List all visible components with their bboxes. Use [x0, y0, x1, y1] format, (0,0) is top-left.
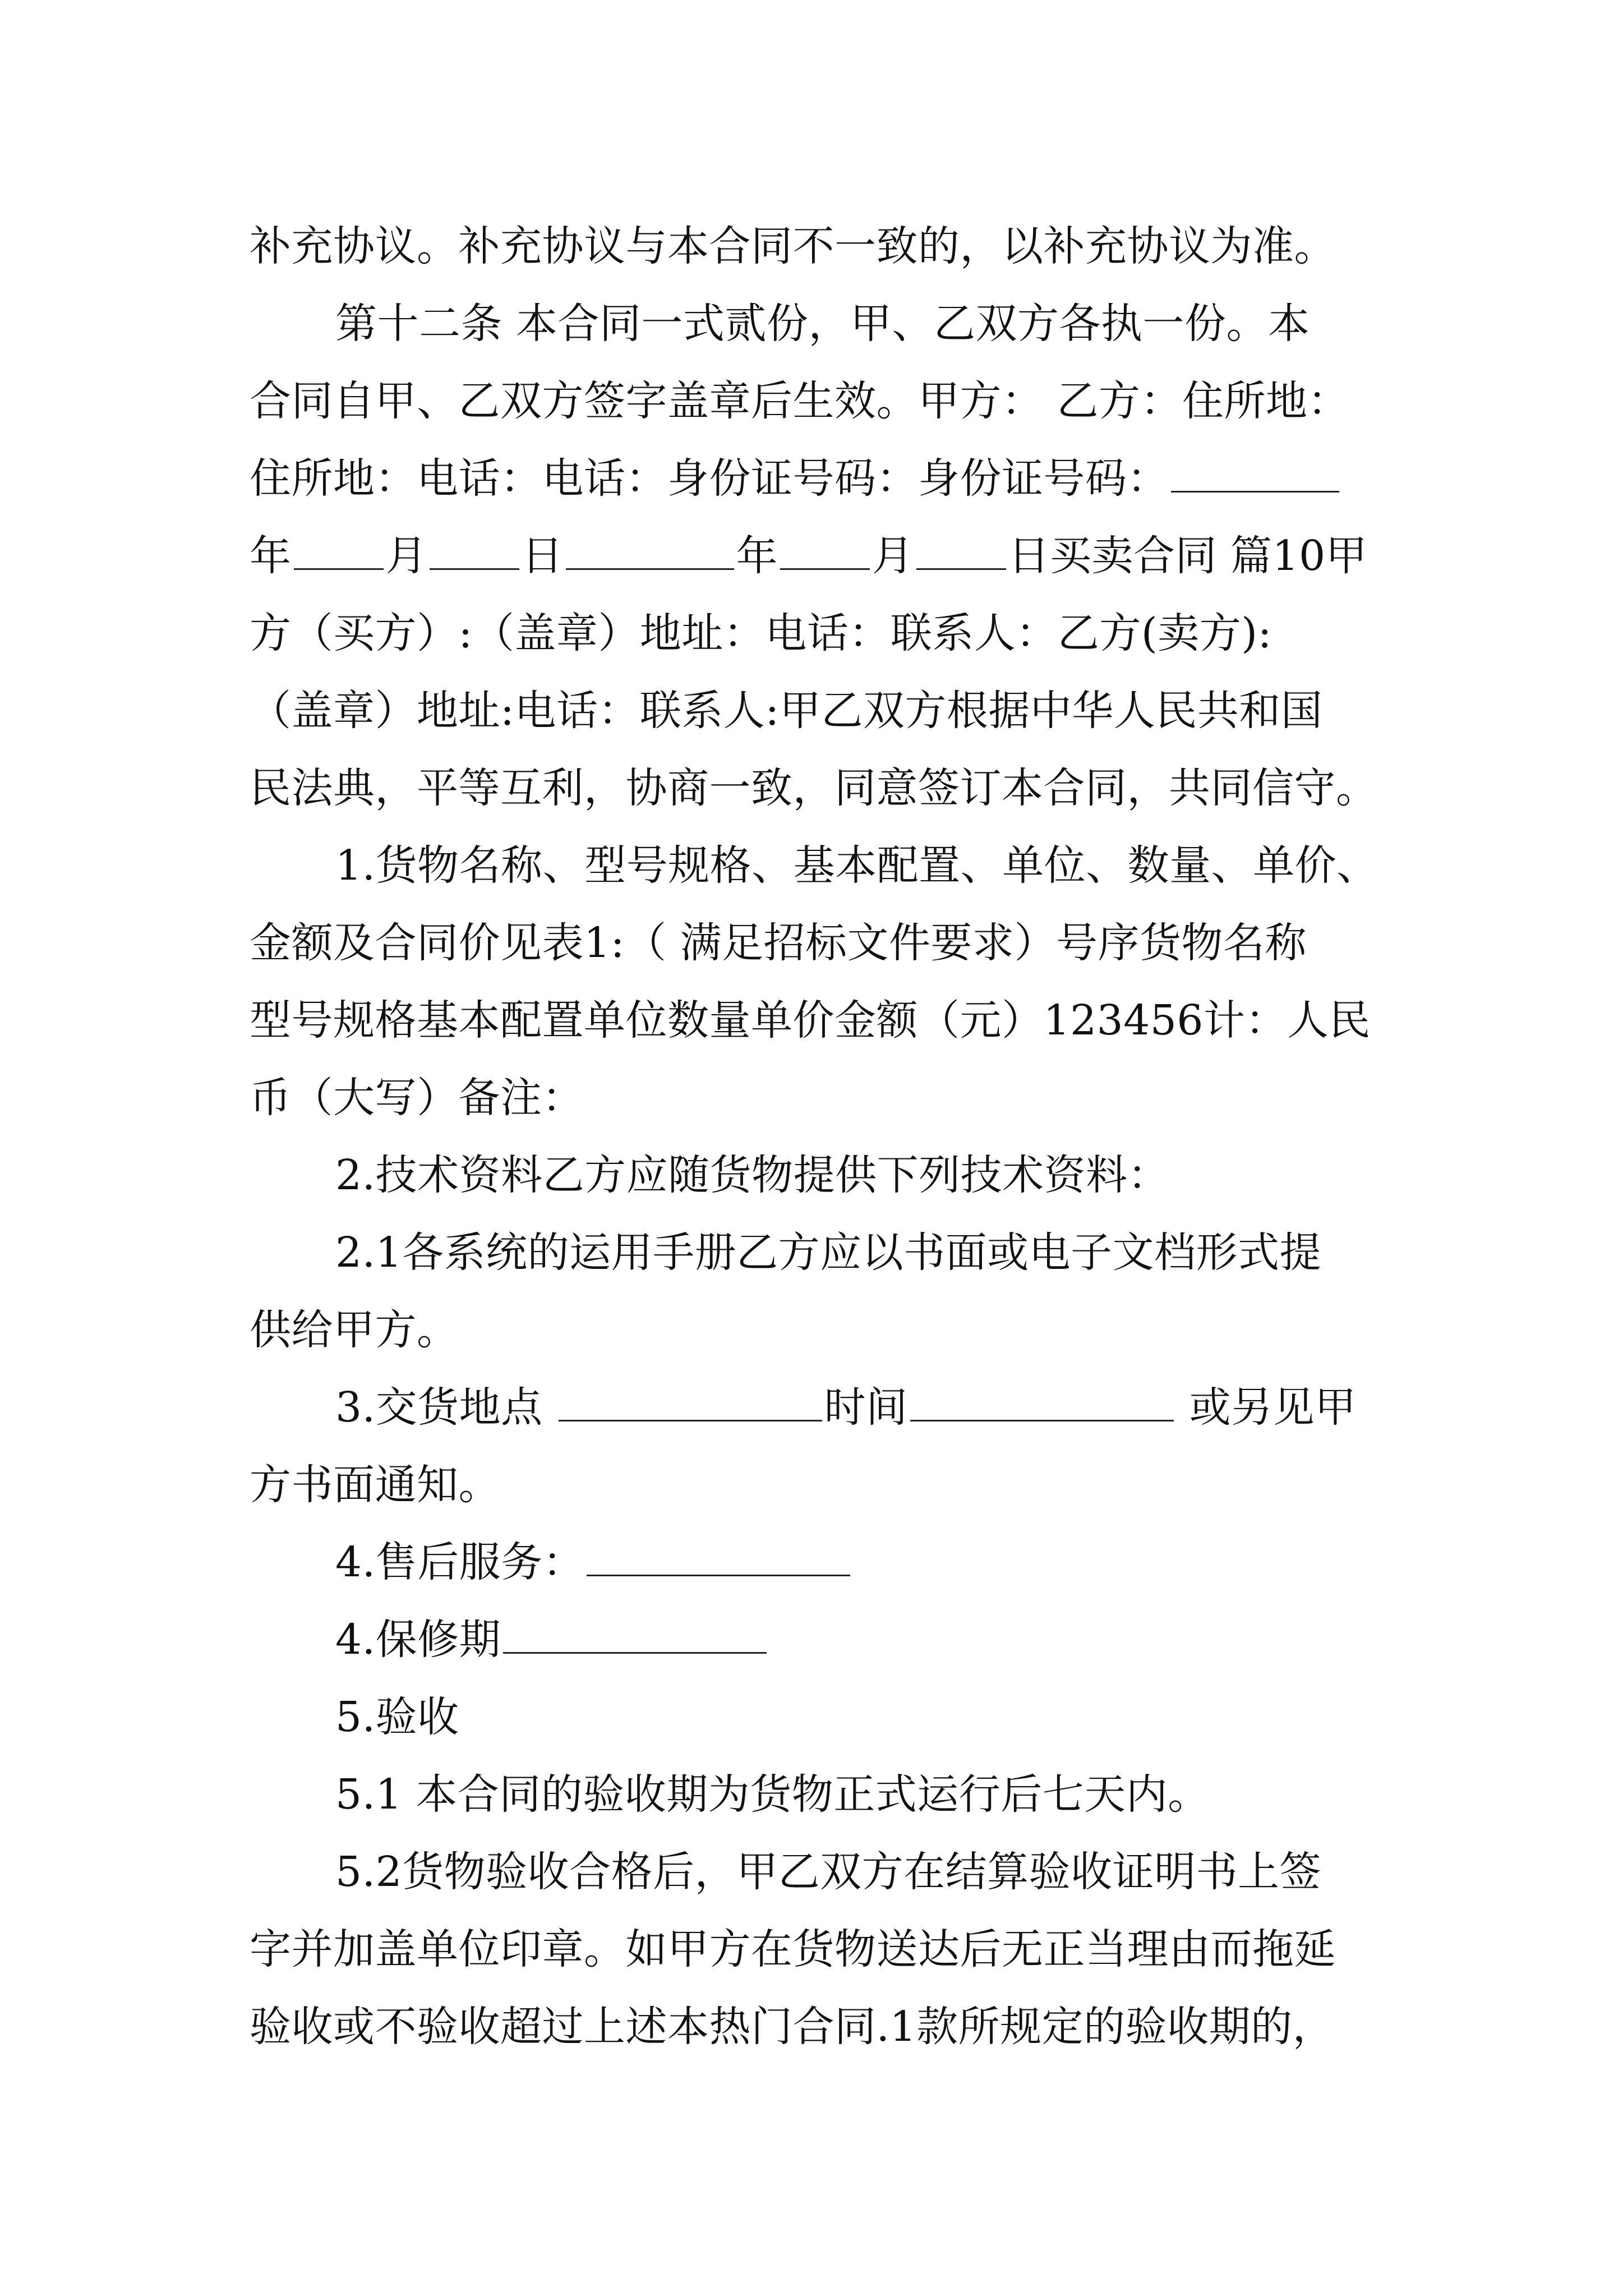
text-line-4-text: 住所地：电话：电话：身份证号码：身份证号码： — [250, 454, 1169, 503]
text-line-13: 2.技术资料乙方应随货物提供下列技术资料： — [335, 1151, 1170, 1199]
text-line-12: 币（大写）备注： — [250, 1074, 584, 1122]
text-line-14: 2.1各系统的运用手册乙方应以书面或电子文档形式提 — [335, 1228, 1322, 1277]
blank-underline — [916, 535, 1006, 570]
blank-underline — [503, 1618, 767, 1654]
text-line-1: 补充协议。补充协议与本合同不一致的，以补充协议为准。 — [250, 222, 1336, 270]
text-line-20: 5.验收 — [335, 1693, 459, 1741]
after-sales-label: 4.售后服务： — [335, 1538, 585, 1586]
blank-underline — [294, 535, 384, 570]
text-line-17: 方书面通知。 — [250, 1461, 500, 1509]
text-line-7: （盖章）地址:电话：联系人:甲乙双方根据中华人民共和国 — [250, 687, 1323, 735]
delivery-place-label: 3.交货地点 — [335, 1383, 543, 1432]
blank-underline — [1171, 457, 1339, 493]
date-year-2: 年 — [736, 532, 778, 580]
text-line-18 — [250, 1524, 1399, 1601]
blank-underline — [910, 1386, 1174, 1421]
text-line-21: 5.1 本合同的验收期为货物正式运行后七天内。 — [335, 1770, 1210, 1819]
date-month-1: 月 — [385, 532, 427, 580]
text-line-5 — [250, 517, 1399, 595]
date-day-1: 日 — [522, 532, 564, 580]
text-line-8: 民法典，平等互利，协商一致，同意签订本合同，共同信守。 — [250, 764, 1378, 812]
text-line-3: 合同自甲、乙双方签字盖章后生效。甲方： 乙方：住所地： — [250, 377, 1350, 425]
blank-underline — [559, 1386, 822, 1421]
contract-text — [250, 208, 1399, 2065]
delivery-time-label: 时间 — [824, 1383, 908, 1432]
blank-underline — [430, 535, 519, 570]
text-line-16 — [250, 1369, 1399, 1446]
blank-underline — [587, 1541, 850, 1576]
text-line-19 — [250, 1601, 1399, 1678]
blank-underline — [566, 535, 734, 570]
text-line-6: 方（买方）:（盖章）地址：电话：联系人：乙方(卖方): — [250, 609, 1272, 657]
text-line-2: 第十二条 本合同一式贰份，甲、乙双方各执一份。本 — [335, 300, 1310, 348]
text-line-10: 金额及合同价见表1:（ 满足招标文件要求）号序货物名称 — [250, 919, 1307, 967]
text-line-22: 5.2货物验收合格后，甲乙双方在结算验收证明书上签 — [335, 1848, 1322, 1896]
text-line-24: 验收或不验收超过上述本热门合同.1款所规定的验收期的， — [250, 2003, 1335, 2051]
text-line-4 — [250, 440, 1399, 517]
text-line-11: 型号规格基本配置单位数量单价金额（元）123456计：人民 — [250, 996, 1371, 1045]
text-line-5-tail: 日买卖合同 篇10甲 — [1008, 532, 1368, 580]
text-line-23: 字并加盖单位印章。如甲方在货物送达后无正当理由而拖延 — [250, 1925, 1336, 1973]
text-line-16-tail: 或另见甲 — [1189, 1383, 1357, 1432]
blank-underline — [780, 535, 870, 570]
warranty-label: 4.保修期 — [335, 1616, 501, 1664]
text-line-15: 供给甲方。 — [250, 1306, 459, 1354]
date-month-2: 月 — [872, 532, 914, 580]
date-year-1: 年 — [250, 532, 292, 580]
text-line-9: 1.货物名称、型号规格、基本配置、单位、数量、单价、 — [335, 841, 1378, 890]
